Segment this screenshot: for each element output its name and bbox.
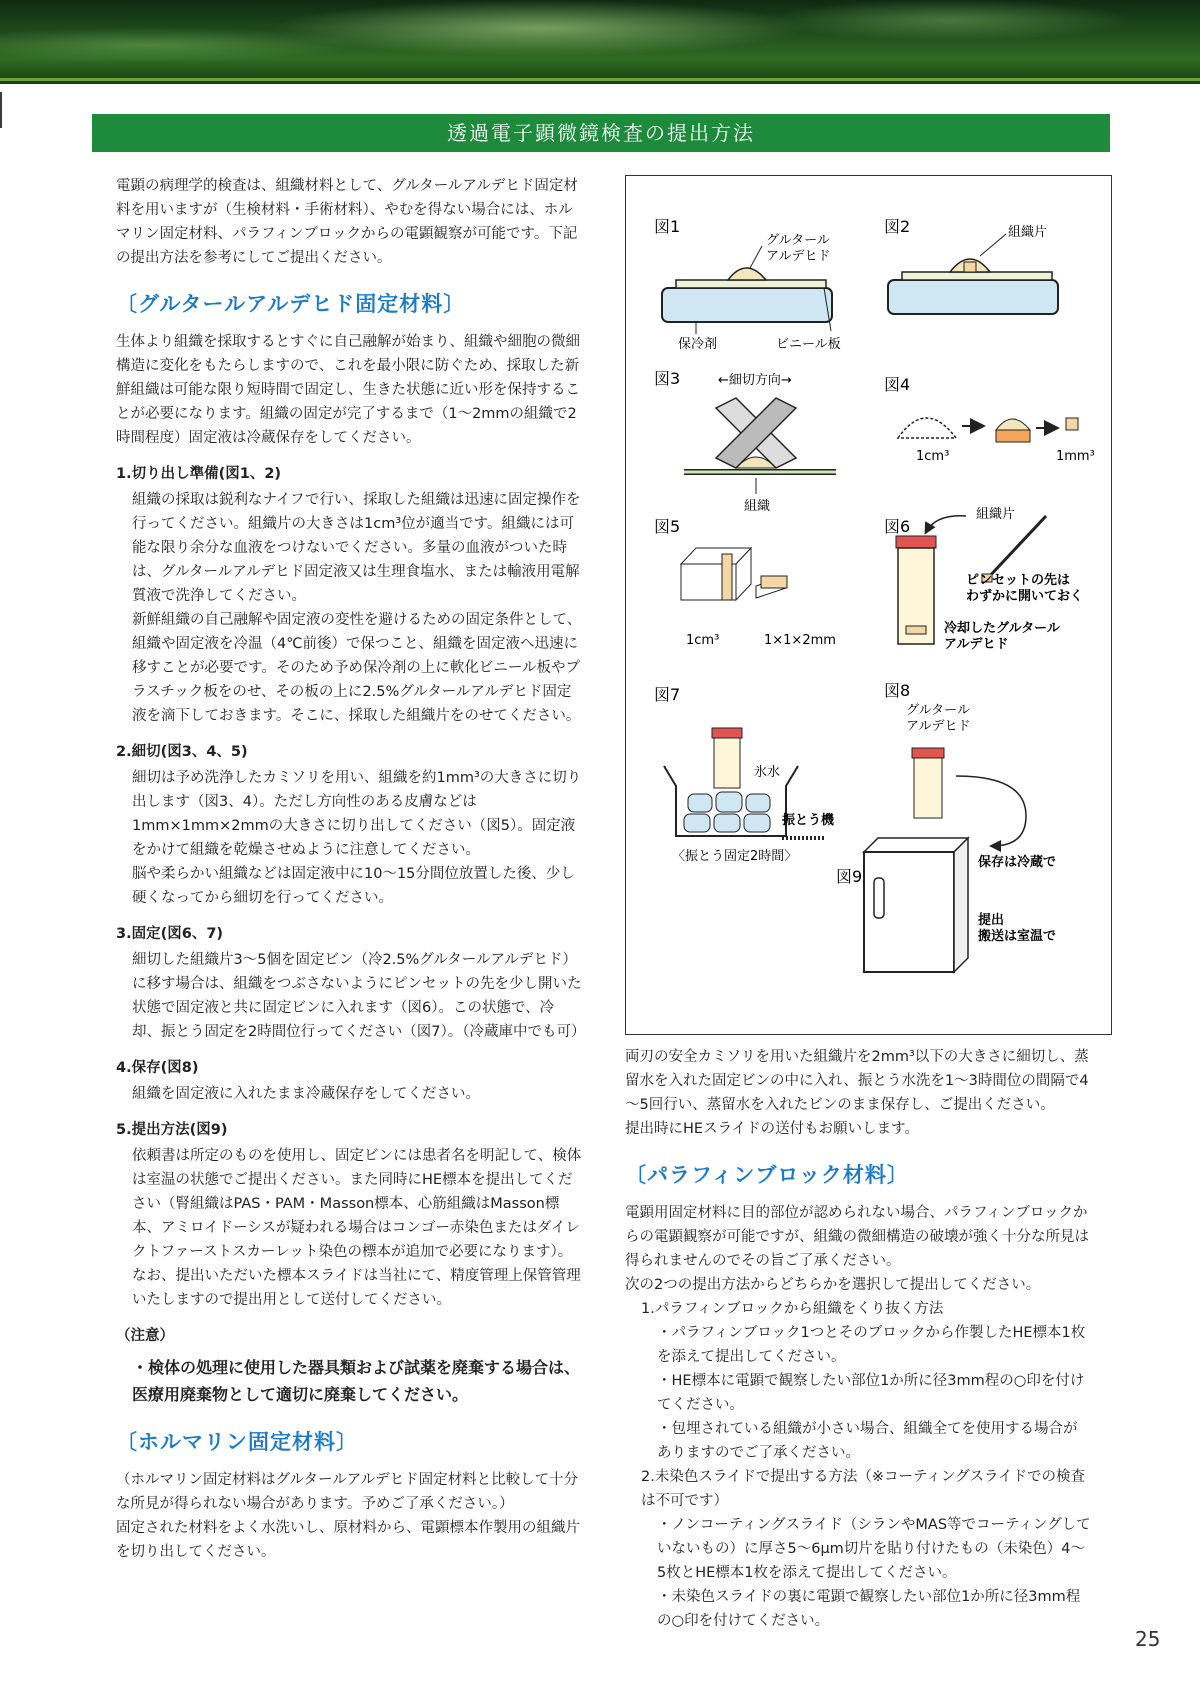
fig1-vinyl: ビニール板 [776,337,841,352]
fig4-cm3: 1cm³ [916,449,950,464]
fig9-submit-l2: 搬送は室温で [978,929,1057,944]
formalin-text: （ホルマリン固定材料はグルタールアルデヒド固定材料と比較して十分な所見が得られない場合があります。予めご了承ください。） [116,1472,579,1512]
note-title: （注意） [116,1328,174,1344]
glut-intro: 生体より組織を採取するとすぐに自己融解が始まり、組織や細胞の微細構造に変化をもたらしますので、これを最小限に防ぐため、採取した新鮮組織は可能な限り短時間で固定し、生きた状態に近い形を保持することが必要になります。組織の固定が完了するまで（1～2mmの組織で2時間程度）固定液は冷蔵保存をしてください。 [116,334,580,446]
fig4-mm3: 1mm³ [1056,449,1095,464]
fig1-glut-l2: アルデヒド [766,249,831,264]
step4-text: 組織を固定液に入れたまま冷蔵保存をしてください。 [132,1086,480,1102]
fig8-store: 保存は冷蔵で [978,855,1057,870]
fig8-glut-l2: アルデヒド [906,719,971,734]
fig9-label: 図9 [836,867,863,886]
intro-text: 電顕の病理学的検査は、組織材料として、グルタールアルデヒド固定材料を用いますが（生検材料・手術材料）、やむを得ない場合には、ホルマリン固定材料、パラフィンブロックからの電顕観察が可能です。下記の提出方法を参考にしてご提出ください。 [116,178,578,266]
fig9-submit-l1: 提出 [978,913,1005,928]
fig8-drawing [912,748,1026,846]
method2-bullet2: ・未染色スライドの裏に電顕で観察したい部位1か所に径3mm程の○印を付けてください。 [657,1589,1081,1629]
step5-title: 5.提出方法(図9) [116,1122,228,1138]
fig1-glut-l1: グルタール [766,233,830,248]
method1-title: 1.パラフィンブロックから組織をくり抜く方法 [641,1301,944,1317]
fig5-cm3: 1cm³ [686,633,720,648]
method1-bullet1: ・パラフィンブロック1つとそのブロックから作製したHE標本1枚を添えて提出してください。 [657,1325,1086,1365]
fig6-label: 図6 [884,517,911,536]
glut-section-title: 〔グルタールアルデヒド固定材料〕 [116,292,466,316]
method1-bullet2: ・HE標本に電顕で観察したい部位1か所に径3mm程の○印を付けてください。 [657,1373,1085,1413]
fig5-label: 図5 [654,517,681,536]
fig1-coolant: 保冷剤 [678,337,718,352]
fig3-cut-direction: ←細切方向→ [718,373,792,388]
top-banner [0,0,1200,84]
fig7-shake-fix: 〈振とう固定2時間〉 [672,849,798,864]
left-column [116,174,586,1564]
fig3-tissue: 組織 [744,499,771,514]
method2-title: 2.未染色スライドで提出する方法（※コーティングスライドでの検査は不可です） [641,1469,1086,1509]
fig9-drawing [864,838,968,972]
step2-text2: 脳や柔らかい組織などは固定液中に10～15分間位放置した後、少し硬くなってから細切を行ってください。 [132,866,575,906]
formalin-section-title: 〔ホルマリン固定材料〕 [116,1430,358,1454]
method2-bullet1: ・ノンコーティングスライド（シランやMAS等でコーティングしていないもの）に厚さ5～6μm切片を貼り付けたもの（未染色）4～5枚とHE標本1枚を添えて提出してください。 [657,1517,1091,1581]
right-column [625,1045,1091,1633]
fig2-drawing [888,234,1058,314]
step1-text2: 新鮮組織の自己融解や固定液の変性を避けるための固定条件として、組織や固定液を冷温（4℃前後）で保つこと、組織を固定液へ迅速に移すことが必要です。そのため予め保冷剤の上に軟化ビニール板やプラスチック板をのせ、その板の上に2.5%グルタールアルデヒド固定液を滴下しておきます。そこに、採取した組織片をのせてください。 [132,612,582,724]
step1-text: 組織の採取は鋭利なナイフで行い、採取した組織は迅速に固定操作を行ってください。組織片の大きさは1cm³位が適当です。組織には可能な限り余分な血液をつけないでください。多量の血液がついた時は、グルタールアルデヒド固定液又は生理食塩水、または輸液用電解質液で洗浄してください。 [132,492,581,604]
fig7-label: 図7 [654,685,681,704]
margin-mark [0,92,2,128]
formalin-cont-text: 両刃の安全カミソリを用いた組織片を2mm³以下の大きさに細切し、蒸留水を入れた固定ビンの中に入れ、振とう水洗を1～3時間位の間隔で4～5回行い、蒸留水を入れたビンのまま保存し、ご提出ください。 [625,1049,1089,1113]
page-number: 25 [1135,1627,1161,1651]
note-text: ・検体の処理に使用した器具類および試薬を廃棄する場合は、医療用廃棄物として適切に廃棄してください。 [132,1358,581,1404]
step2-title: 2.細切(図3、4、5) [116,744,248,760]
fig6-tweezer-l2: わずかに開いておく [966,589,1084,604]
fig3-label: 図3 [654,369,681,388]
paraffin-intro2: 次の2つの提出方法からどちらかを選択して提出してください。 [625,1277,1041,1293]
fig7-ice: 氷水 [754,765,781,780]
formalin-cont-text2: 提出時にHEスライドの送付もお願いします。 [625,1121,919,1137]
fig6-cold-l2: アルデヒド [944,637,1009,652]
fig2-label: 図2 [884,217,911,236]
fig8-label: 図8 [884,681,911,700]
fig1-label: 図1 [654,217,681,236]
figure-panel [625,175,1112,1035]
fig8-glut-l1: グルタール [906,703,970,718]
step3-title: 3.固定(図6、7) [116,926,224,942]
fig4-drawing [898,418,1078,442]
page-title: 透過電子顕微鏡検査の提出方法 [92,114,1110,152]
method1-bullet3: ・包埋されている組織が小さい場合、組織全てを使用する場合がありますのでご了承ください。 [657,1421,1078,1461]
fig2-tissue-piece: 組織片 [1008,225,1048,240]
paraffin-intro: 電顕用固定材料に目的部位が認められない場合、パラフィンブロックからの電顕観察が可能ですが、組織の微細構造の破壊が強く十分な所見は得られませんのでその旨ご了承ください。 [625,1205,1089,1269]
step5-text: 依頼書は所定のものを使用し、固定ビンには患者名を明記して、検体は室温の状態でご提出ください。また同時にHE標本を提出してください（腎組織はPAS・PAM・Masson標本、心筋組織はMasson標本、アミロイドーシスが疑われる場合はコンゴー赤染色またはダイレクトファーストスカーレット染色の標本が追加で必要になります）。 [132,1148,582,1260]
paraffin-section-title: 〔パラフィンブロック材料〕 [625,1163,909,1187]
fig6-cold-l1: 冷却したグルタール [944,621,1060,636]
step2-text: 細切は予め洗浄したカミソリを用い、組織を約1mm³の大きさに切り出します（図3、4）。ただし方向性のある皮膚などは1mm×1mm×2mmの大きさに切り出してください（図5）。固定液をかけて組織を乾燥させぬように注意してください。 [132,770,582,858]
formalin-text2: 固定された材料をよく水洗いし、原材料から、電顕標本作製用の組織片を切り出してください。 [116,1520,580,1560]
step5-text2: なお、提出いただいた標本スライドは当社にて、精度管理上保管管理いたしますので提出用として送付してください。 [132,1268,581,1308]
step1-title: 1.切り出し準備(図1、2) [116,466,282,482]
fig3-drawing [684,398,836,494]
fig7-shaker: 振とう機 [782,813,835,828]
fig5-drawing [681,548,787,600]
step4-title: 4.保存(図8) [116,1060,199,1076]
fig6-tweezer-l1: ピンセットの先は [966,573,1071,588]
fig5-dims: 1×1×2mm [764,633,836,648]
fig4-label: 図4 [884,375,911,394]
fig6-tissue-piece: 組織片 [976,507,1016,522]
step3-text: 細切した組織片3～5個を固定ビン（冷2.5%グルタールアルデヒド）に移す場合は、組織をつぶさないようにピンセットの先を少し開いた状態で固定液と共に固定ビンに入れます（図6）。この状態で、冷却、振とう固定を2時間位行ってください（図7）。（冷蔵庫中でも可） [132,952,586,1040]
